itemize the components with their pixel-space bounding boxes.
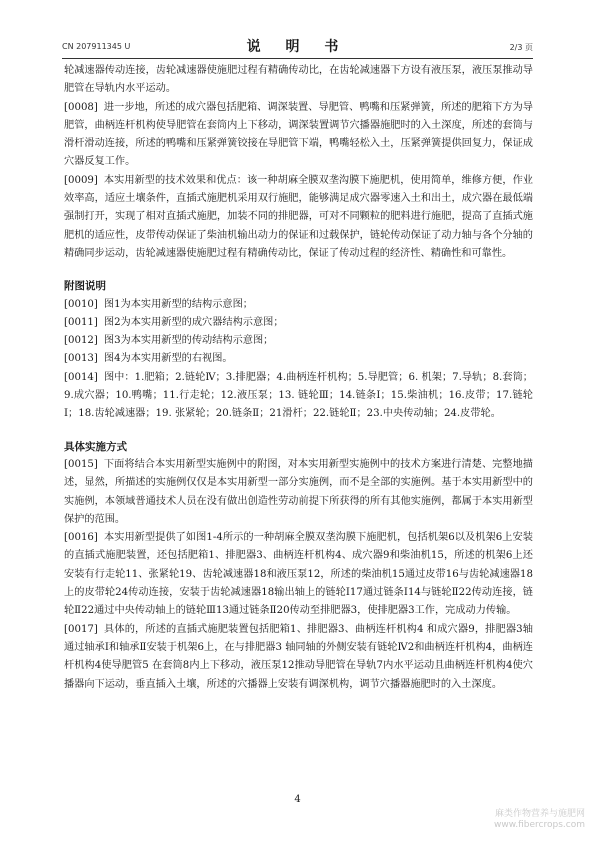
paragraph-number: [0013] xyxy=(64,353,98,365)
watermark-url: www.fibercrops.com xyxy=(494,820,585,830)
page-number: 4 xyxy=(294,794,301,805)
paragraph-number: [0011] xyxy=(64,316,98,328)
paragraph-text: 图1为本实用新型的结构示意图； xyxy=(103,298,253,310)
paragraph-text: 图4为本实用新型的右视图。 xyxy=(103,353,233,365)
paragraph-0011 xyxy=(64,314,533,332)
patent-number: CN 207911345 U xyxy=(62,42,131,51)
paragraph-text: 图中：1.肥箱；2.链轮Ⅳ；3.排肥器；4.曲柄连杆机构；5.导肥管；6. 机架；7.导轨；8.套筒；9.成穴器；10.鸭嘴；11.行走轮；12.液压泵；13. 链轮Ⅲ；14.链条Ⅰ；15.柴油机；16.皮带；17.链轮Ⅰ；18.齿轮减速器；19. 张紧轮；20.链条Ⅱ；21滑杆；22.链轮Ⅱ；23.中央传动轴；24.皮带轮。 xyxy=(64,371,533,420)
header-rule xyxy=(62,58,533,59)
document-body xyxy=(64,62,533,694)
document-title: 说 明 书 xyxy=(246,39,349,55)
page-info: 2/3 页 xyxy=(509,43,533,52)
watermark-site-name: 麻类作物营养与施肥网 xyxy=(494,809,585,819)
section-heading-implementation: 具体实施方式 xyxy=(64,440,127,453)
paragraph-0014 xyxy=(64,369,533,424)
watermark xyxy=(494,809,585,831)
paragraph-text: 本实用新型提供了如图1-4所示的一种胡麻全膜双垄沟膜下施肥机，包括机架6以及机架6上安装的直插式施肥装置，还包括肥箱1、排肥器3、曲柄连杆机构4、成穴器9和柴油机15，所述的机架6上还安装有行走轮11、张紧轮19、齿轮减速器18和液压泵12，所述的柴油机15通过皮带16与齿轮减速器18上的皮带轮24传动连接，安装于齿轮减速器18输出轴上的链轮Ⅰ17通过链条Ⅰ14与链轮Ⅱ22传动连接，链轮Ⅱ22通过中央传动轴上的链轮Ⅲ13通过链条Ⅱ20传动至排肥器3，使排肥器3工作，完成动力传输。 xyxy=(64,532,533,617)
paragraph-0016 xyxy=(64,529,533,620)
paragraph-number: [0016] xyxy=(64,532,98,544)
paragraph-text: 图3为本实用新型的传动结构示意图； xyxy=(103,335,274,347)
paragraph-0008 xyxy=(64,99,533,172)
section-heading-figures: 附图说明 xyxy=(64,280,106,293)
paragraph-number: [0015] xyxy=(64,458,98,470)
paragraph-text: 下面将结合本实用新型实施例中的附图，对本实用新型实施例中的技术方案进行清楚、完整地描述，显然，所描述的实施例仅仅是本实用新型一部分实施例，而不是全部的实施例。基于本实用新型中的实施例，本领域普通技术人员在没有做出创造性劳动前提下所获得的所有其他实施例，都属于本实用新型保护的范围。 xyxy=(64,458,533,525)
paragraph-0017 xyxy=(64,621,533,694)
paragraph-number: [0014] xyxy=(64,371,98,383)
paragraph-text: 进一步地，所述的成穴器包括肥箱、调深装置、导肥管、鸭嘴和压紧弹簧，所述的肥箱下方为导肥管，曲柄连杆机构使导肥管在套筒内上下移动，调深装置调节穴播器施肥时的入土深度，所述的套筒与滑杆滑动连接，所述的鸭嘴和压紧弹簧铰接在导肥管下端，鸭嘴轻松入土，压紧弹簧提供回复力，保证成穴器反复工作。 xyxy=(64,101,533,168)
paragraph-text: 本实用新型的技术效果和优点：该一种胡麻全膜双垄沟膜下施肥机，使用简单，维修方便，作业效率高，适应土壤条件，直插式施肥机采用双行施肥，能够满足成穴器零速入土和出土，成穴器在最低端强制打开，实现了相对直插式施肥，加装不同的排肥器，可对不同颗粒的肥料进行施肥，提高了直插式施肥机的适应性，皮带传动保证了柴油机输出动力的保证和过载保护，链轮传动保证了动力轴与各个分轴的精确同步运动，齿轮减速器使施肥过程有精确传动比，保证了传动过程的经济性、精确性和可靠性。 xyxy=(64,174,533,259)
paragraph-0012 xyxy=(64,332,533,350)
paragraph-0013 xyxy=(64,350,533,368)
paragraph-0010 xyxy=(64,296,533,314)
paragraph-0015 xyxy=(64,456,533,529)
paragraph-number: [0009] xyxy=(64,174,98,186)
paragraph-0009 xyxy=(64,172,533,263)
paragraph-text: 具体的，所述的直插式施肥装置包括肥箱1、排肥器3、曲柄连杆机构4 和成穴器9，排肥器3轴通过轴承Ⅰ和轴承Ⅱ安装于机架6上，在与排肥器3 轴同轴的外侧安装有链轮Ⅳ2和曲柄连杆机构4，曲柄连杆机构4使导肥管5 在套筒8内上下移动，液压泵12推动导肥管在导轨7内水平运动且曲柄连杆机构4使穴播器向下运动，垂直插入土壤，所述的穴播器上安装有调深机构，调节穴播器施肥时的入土深度。 xyxy=(64,623,533,690)
paragraph-number: [0010] xyxy=(64,298,98,310)
paragraph-number: [0012] xyxy=(64,335,98,347)
paragraph-number: [0008] xyxy=(64,101,98,113)
page-header xyxy=(62,36,533,56)
paragraph-text: 图2为本实用新型的成穴器结构示意图； xyxy=(103,316,284,328)
paragraph-intro: 轮减速器传动连接，齿轮减速器使施肥过程有精确传动比，在齿轮减速器下方设有液压泵，液压泵推动导肥管在导轨内水平运动。 xyxy=(64,65,533,95)
paragraph-number: [0017] xyxy=(64,623,98,635)
